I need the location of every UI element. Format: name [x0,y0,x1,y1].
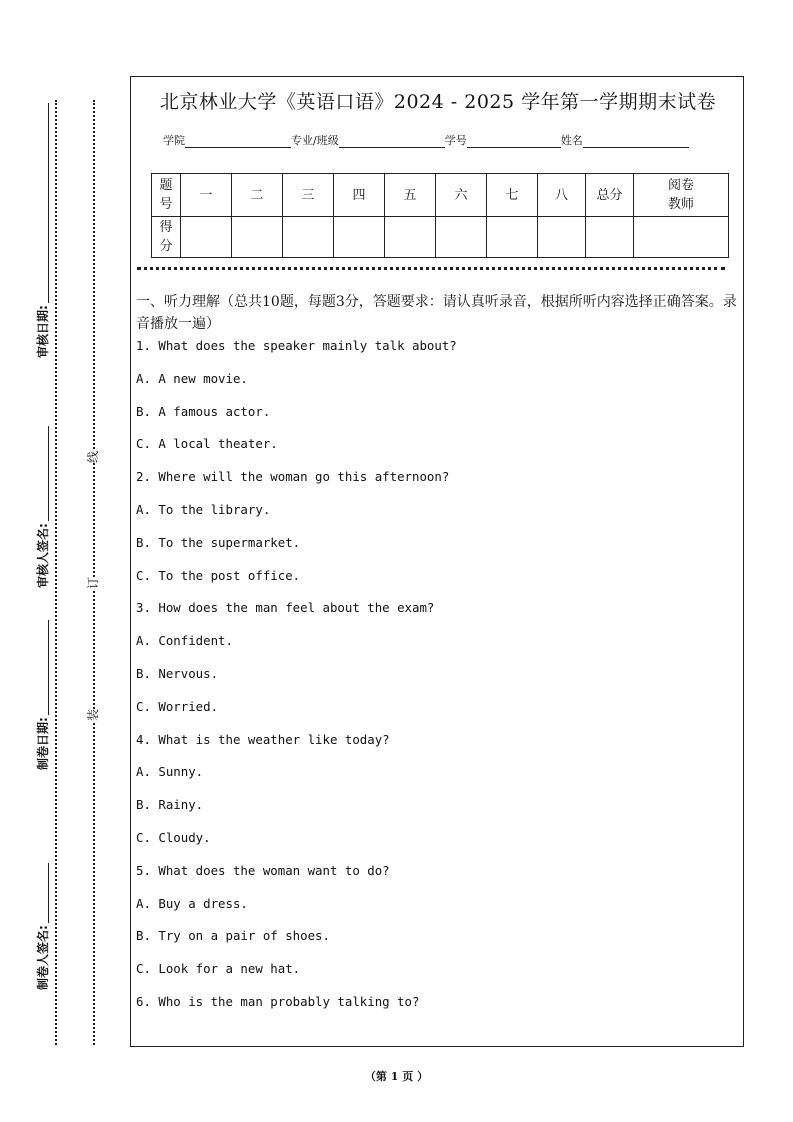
score-cell-reviewer[interactable] [634,217,729,258]
score-cell-1[interactable] [181,217,232,258]
question-line: 2. Where will the woman go this afternoon? [136,469,450,485]
option-line: B. Try on a pair of shoes. [136,928,330,944]
review-date-label [34,103,51,358]
make-date-text: 制卷日期: [36,717,50,770]
option-line: A. Buy a dress. [136,895,248,911]
reviewer-signature-text: 审核人签名: [36,523,50,588]
score-row2-label: 得 分 [152,217,181,258]
score-cell-6[interactable] [436,217,487,258]
option-line: C. To the post office. [136,567,301,583]
reviewer-signature-blank[interactable] [36,426,49,521]
make-date-label [34,620,51,770]
question-line: 3. How does the man feel about the exam? [136,600,435,616]
field-major-blank[interactable] [339,136,445,148]
section-heading: 一、听力理解（总共10题，每题3分，答题要求：请认真听录音，根据所听内容选择正确答案。录音播放一遍） [136,294,737,332]
field-name-blank[interactable] [583,136,689,148]
field-name-label: 姓名 [560,134,583,147]
score-cell-8[interactable] [538,217,586,258]
option-line: C. Cloudy. [136,829,211,845]
dotted-separator [137,267,725,270]
option-line: B. Rainy. [136,797,204,813]
binding-strip [0,0,130,1122]
option-line: B. A famous actor. [136,403,271,419]
field-college-blank[interactable] [185,136,291,148]
field-id-blank[interactable] [467,136,561,148]
review-date-text: 审核日期: [36,305,50,358]
field-id-label: 学号 [444,134,467,147]
binding-mark-line: 线 [86,450,101,464]
binding-line-inner [93,100,95,1045]
field-major-label: 专业/班级 [291,134,339,147]
maker-signature-text: 制卷人签名: [36,925,50,990]
maker-signature-label [34,863,51,990]
option-line: C. Worried. [136,698,219,714]
score-cell-3[interactable] [283,217,334,258]
option-line: A. Confident. [136,633,233,649]
field-college-label: 学院 [163,134,185,147]
score-cell-2[interactable] [232,217,283,258]
col-6: 六 [436,174,487,217]
score-cell-5[interactable] [385,217,436,258]
score-cell-7[interactable] [487,217,538,258]
reviewer-signature-label [34,426,51,588]
col-4: 四 [334,174,385,217]
col-2: 二 [232,174,283,217]
review-date-blank[interactable] [36,103,49,303]
question-line: 4. What is the weather like today? [136,731,390,747]
question-line: 6. Who is the man probably talking to? [136,993,420,1009]
col-3: 三 [283,174,334,217]
section-listening [136,291,742,1024]
maker-signature-blank[interactable] [36,863,49,923]
binding-mark-order: 订 [86,576,101,590]
option-line: B. To the supermarket. [136,534,301,550]
binding-line-outer [55,100,57,1045]
option-line: A. A new movie. [136,370,248,386]
exam-frame [130,76,744,1047]
col-7: 七 [487,174,538,217]
page-number: （第 1 页 ） [364,1070,429,1083]
score-row1-label: 题 号 [152,174,181,217]
score-cell-total[interactable] [586,217,634,258]
col-8: 八 [538,174,586,217]
option-line: A. To the library. [136,501,271,517]
exam-title: 北京林业大学《英语口语》2024 - 2025 学年第一学期期末试卷 [159,91,717,113]
col-total: 总分 [586,174,634,217]
question-line: 1. What does the speaker mainly talk about? [136,338,457,353]
option-line: C. Look for a new hat. [136,961,301,977]
binding-mark-bind: 装 [86,708,101,722]
option-line: A. Sunny. [136,764,204,780]
option-line: C. A local theater. [136,436,278,452]
make-date-blank[interactable] [36,620,49,715]
col-reviewer: 阅卷 教师 [634,174,729,217]
score-cell-4[interactable] [334,217,385,258]
student-info-row [163,132,689,148]
col-1: 一 [181,174,232,217]
option-line: B. Nervous. [136,665,219,681]
question-line: 5. What does the woman want to do? [136,862,390,878]
score-table [151,173,729,258]
col-5: 五 [385,174,436,217]
